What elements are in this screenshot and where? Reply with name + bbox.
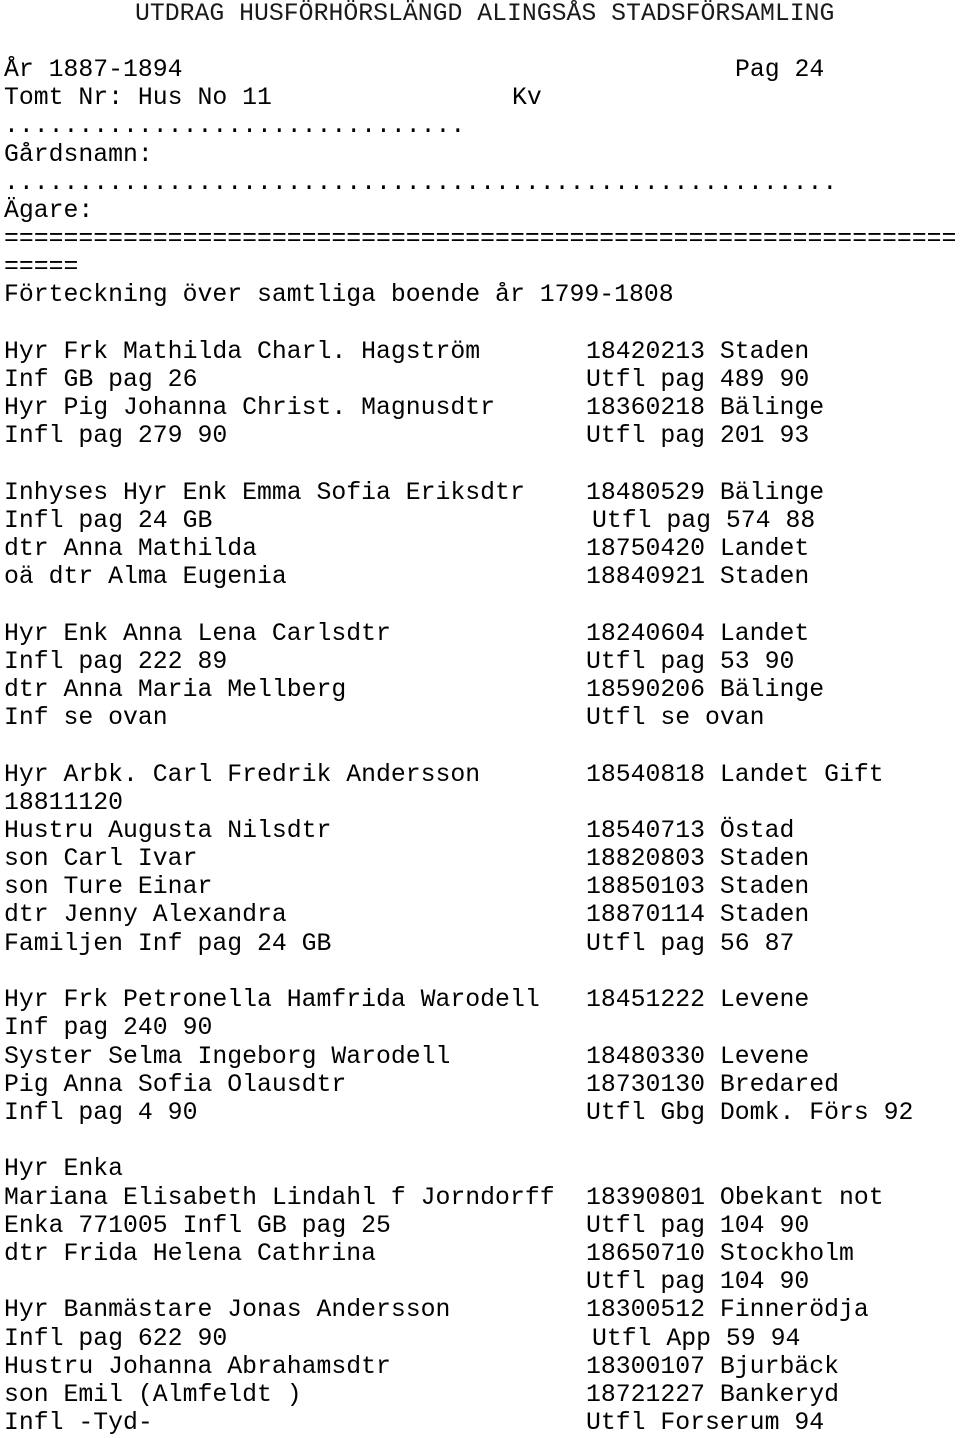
entry-detail: 18390801 Obekant not xyxy=(586,1184,884,1212)
entry-detail: 18240604 Landet xyxy=(586,620,810,648)
entry-detail: Utfl pag 104 90 xyxy=(586,1212,810,1240)
rule-line: ================================================================ xyxy=(4,225,957,253)
entry-detail: 18840921 Staden xyxy=(586,563,810,591)
entry-detail: 18451222 Levene xyxy=(586,986,810,1014)
entry-detail: 18420213 Staden xyxy=(586,338,810,366)
entry-name: Infl pag 279 90 xyxy=(4,422,228,450)
entry-detail: Utfl Gbg Domk. Förs 92 xyxy=(586,1099,914,1127)
entry-name: Hyr Frk Petronella Hamfrida Warodell xyxy=(4,986,540,1014)
entry-name: Inf se ovan xyxy=(4,704,168,732)
entry-name: Infl pag 4 90 xyxy=(4,1099,198,1127)
entry-name: Infl pag 222 89 xyxy=(4,648,228,676)
entry-name: oä dtr Alma Eugenia xyxy=(4,563,287,591)
entry-name: Infl -Tyd- xyxy=(4,1409,153,1437)
entry-detail: Utfl Forserum 94 xyxy=(586,1409,825,1437)
list-heading: Förteckning över samtliga boende år 1799-1808 xyxy=(4,281,674,309)
entry-name: dtr Anna Mathilda xyxy=(4,535,257,563)
entry-detail: Utfl pag 489 90 xyxy=(586,366,810,394)
agare-label: Ägare: xyxy=(4,197,94,225)
entry-detail: 18300512 Finnerödja xyxy=(586,1296,869,1324)
entry-detail: Utfl pag 104 90 xyxy=(586,1268,810,1296)
rule-line: ===== xyxy=(4,253,79,281)
entry-name: Hyr Enka xyxy=(4,1155,124,1183)
entry-name: Hustru Johanna Abrahamsdtr xyxy=(4,1353,391,1381)
entry-name: son Emil (Almfeldt ) xyxy=(4,1381,302,1409)
entry-detail: 18300107 Bjurbäck xyxy=(586,1353,839,1381)
entry-name: son Ture Einar xyxy=(4,873,213,901)
entry-name: Inf pag 240 90 xyxy=(4,1014,213,1042)
entry-name: son Carl Ivar xyxy=(4,845,198,873)
tomt-number: Tomt Nr: Hus No 11 xyxy=(4,84,272,112)
dotted-line: ........................................................ xyxy=(4,169,838,197)
entry-detail: Utfl pag 56 87 xyxy=(586,930,795,958)
entry-detail: 18750420 Landet xyxy=(586,535,810,563)
entry-name: Hustru Augusta Nilsdtr xyxy=(4,817,332,845)
entry-name: dtr Anna Maria Mellberg xyxy=(4,676,347,704)
entry-detail: 18360218 Bälinge xyxy=(586,394,825,422)
gardsnamn-label: Gårdsnamn: xyxy=(4,141,153,169)
entry-name: 18811120 xyxy=(4,789,124,817)
entry-name: Enka 771005 Infl GB pag 25 xyxy=(4,1212,391,1240)
entry-name: Pig Anna Sofia Olausdtr xyxy=(4,1071,347,1099)
entry-name: Infl pag 24 GB xyxy=(4,507,213,535)
entry-name: Inf GB pag 26 xyxy=(4,366,198,394)
entry-name: Inhyses Hyr Enk Emma Sofia Eriksdtr xyxy=(4,479,525,507)
entry-detail: Utfl pag 574 88 xyxy=(592,507,816,535)
entry-detail: 18540713 Östad xyxy=(586,817,795,845)
entry-detail: Utfl pag 53 90 xyxy=(586,648,795,676)
page-title: UTDRAG HUSFÖRHÖRSLÄNGD ALINGSÅS STADSFÖRSAMLING xyxy=(135,0,835,28)
entry-name: Familjen Inf pag 24 GB xyxy=(4,930,332,958)
dotted-line: ............................... xyxy=(4,112,466,140)
entry-detail: 18480529 Bälinge xyxy=(586,479,825,507)
entry-detail: Utfl pag 201 93 xyxy=(586,422,810,450)
entry-name: Syster Selma Ingeborg Warodell xyxy=(4,1043,451,1071)
entry-detail: Utfl se ovan xyxy=(586,704,765,732)
entry-detail: Utfl App 59 94 xyxy=(592,1325,801,1353)
entry-detail: 18850103 Staden xyxy=(586,873,810,901)
kv-label: Kv xyxy=(512,84,542,112)
entry-detail: 18721227 Bankeryd xyxy=(586,1381,839,1409)
entry-detail: 18480330 Levene xyxy=(586,1043,810,1071)
entry-name: Hyr Pig Johanna Christ. Magnusdtr xyxy=(4,394,496,422)
entry-detail: 18650710 Stockholm xyxy=(586,1240,854,1268)
entry-detail: 18540818 Landet Gift xyxy=(586,761,884,789)
entry-name: Hyr Frk Mathilda Charl. Hagström xyxy=(4,338,481,366)
entry-name: Hyr Arbk. Carl Fredrik Andersson xyxy=(4,761,481,789)
entry-detail: 18820803 Staden xyxy=(586,845,810,873)
year-range: År 1887-1894 xyxy=(4,56,183,84)
entry-name: Hyr Banmästare Jonas Andersson xyxy=(4,1296,451,1324)
entry-name: Hyr Enk Anna Lena Carlsdtr xyxy=(4,620,391,648)
entry-name: Infl pag 622 90 xyxy=(4,1325,228,1353)
entry-name: dtr Jenny Alexandra xyxy=(4,901,287,929)
entry-name: dtr Frida Helena Cathrina xyxy=(4,1240,377,1268)
entry-detail: 18590206 Bälinge xyxy=(586,676,825,704)
page-number: Pag 24 xyxy=(735,56,825,84)
entry-name: Mariana Elisabeth Lindahl f Jorndorff xyxy=(4,1184,555,1212)
entry-detail: 18730130 Bredared xyxy=(586,1071,839,1099)
entry-detail: 18870114 Staden xyxy=(586,901,810,929)
